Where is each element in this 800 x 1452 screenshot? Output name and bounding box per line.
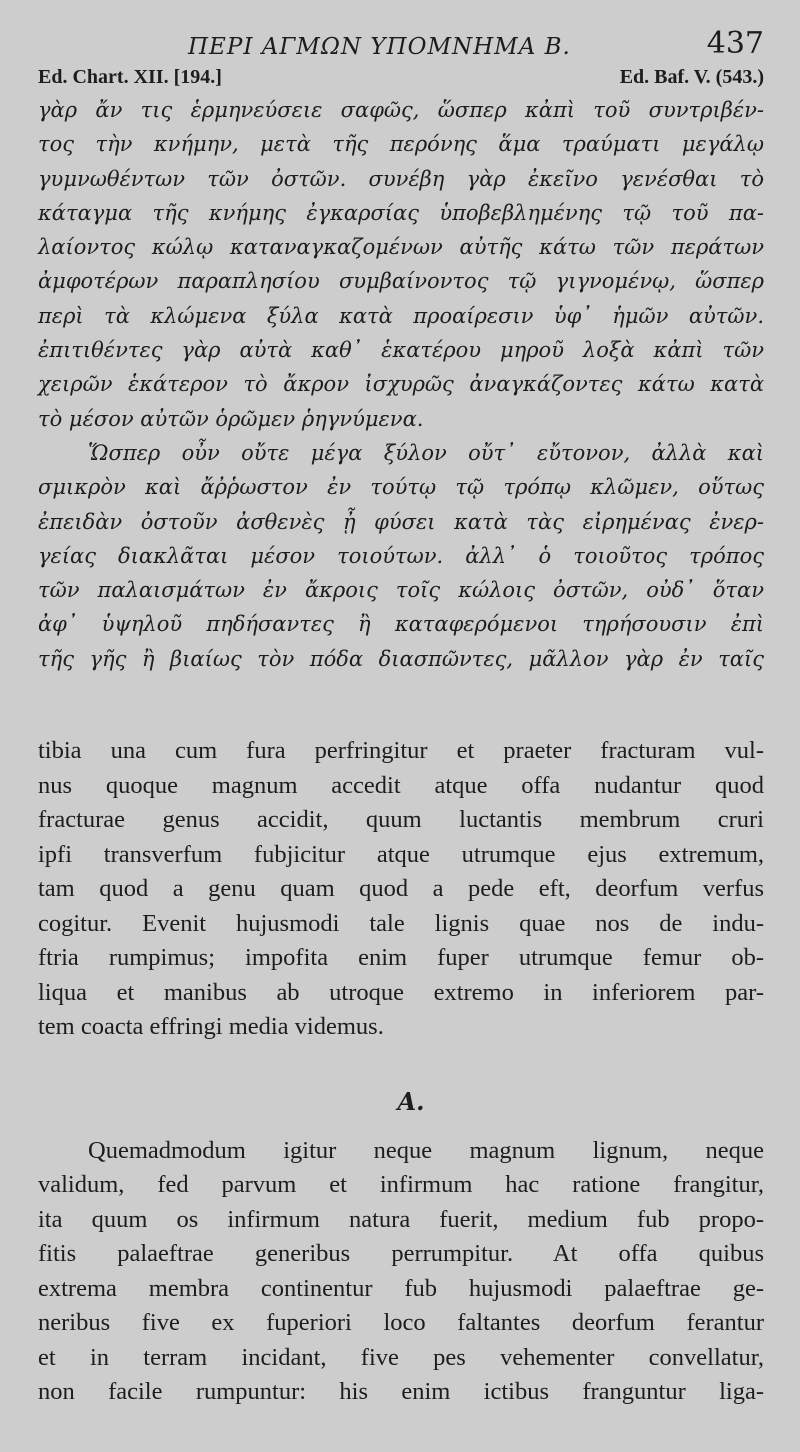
greek-line: ἐπιτιθέντες γὰρ αὐτὰ καθ᾽ ἑκατέρου μηροῦ λοξὰ κἀπὶ τῶν: [38, 338, 764, 363]
section-marker: A.: [397, 1086, 425, 1116]
latin-line: fitis palaeftrae generibus perrumpitur. At offa quibus: [38, 1240, 764, 1268]
latin-line: ftria rumpimus; impofita enim fuper utrumque femur ob-: [38, 944, 764, 972]
latin-line: nus quoque magnum accedit atque offa nudantur quod: [38, 771, 764, 799]
greek-line: λαίοντος κώλῳ καταναγκαζομένων αὐτῆς κάτω τῶν περάτων: [38, 235, 764, 260]
latin-line: non facile rumpuntur: his enim ictibus franguntur liga-: [38, 1378, 764, 1406]
greek-line: χειρῶν ἑκάτερον τὸ ἄκρον ἰσχυρῶς ἀναγκάζοντες κάτω κατὰ: [38, 372, 764, 397]
edition-left: Ed. Chart. XII. [194.]: [38, 66, 222, 88]
latin-line: neribus five ex fuperiori loco faltantes deorfum ferantur: [38, 1309, 764, 1337]
running-title: ΠΕΡΙ ΑΓΜΩΝ ΥΠΟΜΝΗΜΑ Β.: [188, 34, 571, 60]
page-number: 437: [706, 26, 764, 61]
latin-text-block-1: [38, 734, 764, 1045]
edition-line: [38, 66, 764, 89]
greek-line: γυμνωθέντων τῶν ὀστῶν. συνέβη γὰρ ἐκεῖνο γενέσθαι τὸ: [38, 166, 764, 191]
latin-line: Quemadmodum igitur neque magnum lignum, neque: [88, 1136, 764, 1164]
latin-line: ita quum os infirmum natura fuerit, medium fub propo-: [38, 1205, 764, 1233]
greek-text-block: [38, 93, 764, 676]
greek-line: γὰρ ἄν τις ἑρμηνεύσειε σαφῶς, ὥσπερ κἀπὶ τοῦ συντριβέν-: [38, 98, 764, 122]
greek-line: γείας διακλᾶται μέσον τοιούτων. ἀλλ᾽ ὁ τοιοῦτος τρόπος: [38, 543, 764, 568]
greek-line: τῆς γῆς ἢ βιαίως τὸν πόδα διασπῶντες, μᾶλλον γὰρ ἐν ταῖς: [38, 646, 764, 671]
latin-line: cogitur. Evenit hujusmodi tale lignis quae nos de indu-: [38, 909, 764, 937]
latin-line: tibia una cum fura perfringitur et praeter fracturam vul-: [38, 737, 764, 765]
latin-line: fracturae genus accidit, quum luctantis membrum cruri: [38, 806, 764, 834]
greek-line: περὶ τὰ κλώμενα ξύλα κατὰ προαίρεσιν ὑφ᾽ ἡμῶν αὐτῶν.: [38, 303, 764, 328]
greek-line: κάταγμα τῆς κνήμης ἐγκαρσίας ὑποβεβλημένης τῷ τοῦ πα-: [38, 200, 764, 225]
greek-line: ἀφ᾽ ὑψηλοῦ πηδήσαντες ἢ καταφερόμενοι τηρήσουσιν ἐπὶ: [38, 612, 764, 637]
latin-line: tam quod a genu quam quod a pede eft, deorfum verfus: [38, 875, 764, 903]
greek-line: Ὥσπερ οὖν οὔτε μέγα ξύλον οὔτ᾽ εὔτονον, ἀλλὰ καὶ: [88, 440, 764, 465]
latin-line: tem coacta effringi media videmus.: [38, 1013, 384, 1041]
latin-line: validum, fed parvum et infirmum hac ratione frangitur,: [38, 1171, 764, 1199]
greek-line: ἀμφοτέρων παραπλησίου συμβαίνοντος τῷ γιγνομένῳ, ὥσπερ: [38, 269, 764, 294]
running-head: [38, 26, 764, 66]
latin-line: extrema membra continentur fub hujusmodi palaeftrae ge-: [38, 1274, 764, 1302]
edition-right: Ed. Baf. V. (543.): [619, 66, 764, 88]
greek-line: σμικρὸν καὶ ἄῤῥωστον ἐν τούτῳ τῷ τρόπῳ κλῶμεν, οὕτως: [38, 475, 764, 500]
greek-line: τος τὴν κνήμην, μετὰ τῆς περόνης ἅμα τραύματι μεγάλῳ: [38, 132, 764, 157]
latin-line: et in terram incidant, five pes vehementer convellatur,: [38, 1343, 764, 1371]
latin-line: liqua et manibus ab utroque extremo in inferiorem par-: [38, 978, 764, 1006]
latin-text-block-2: [38, 1134, 764, 1410]
greek-line: τῶν παλαισμάτων ἐν ἄκροις τοῖς κώλοις ὀστῶν, οὐδ᾽ ὅταν: [38, 578, 764, 603]
greek-line: ἐπειδὰν ὀστοῦν ἀσθενὲς ᾖ φύσει κατὰ τὰς εἰρημένας ἐνερ-: [38, 509, 764, 534]
greek-line: τὸ μέσον αὐτῶν ὁρῶμεν ῥηγνύμενα.: [38, 406, 424, 431]
latin-line: ipfi transverfum fubjicitur atque utrumque ejus extremum,: [38, 840, 764, 868]
